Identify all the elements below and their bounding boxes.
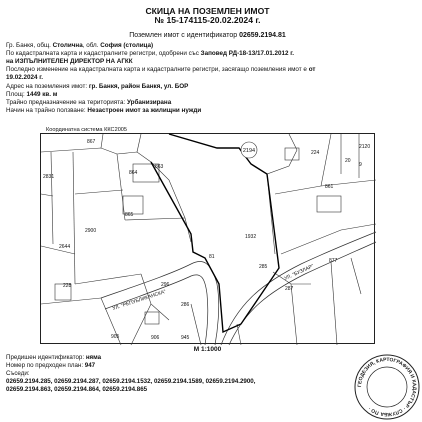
block-marker [241,142,257,158]
usage-value: Незастроен имот за жилищни нужди [87,107,202,114]
building [317,196,341,212]
order-value: Заповед РД-18-13/17.01.2012 г. [200,50,295,57]
parcel-line [51,152,53,244]
parcel-line [137,134,141,152]
parcel-label: 906 [151,335,160,341]
neighbours-label: Съседи: [6,370,30,377]
parcel-line [73,152,75,284]
plan-no-line [6,362,366,369]
official-stamp [352,352,422,422]
stamp-text: ГЕОДЕЗИЯ, КАРТОГРАФИЯ И КАДАСТЪР · СЛУЖБА ПО · [356,356,418,418]
parcel-label: 2644 [59,244,71,250]
parcel-label: 863 [155,164,164,170]
parcel-label: 20 [345,158,351,164]
parcel-line [291,284,297,345]
order-text: По кадастралната карта и кадастралните регистри, одобрени със [6,50,199,57]
parcel-label: 287 [285,286,294,292]
usage-label: Начин на трайно ползване: [6,107,86,114]
city-label: Гр. Банкя, общ. [6,42,51,49]
order-by-line [6,58,410,66]
parcel-line [281,224,376,254]
parcel-id-value: 02659.2194.81 [239,32,286,39]
parcel-id-label: Поземлен имот с идентификатор [129,32,238,39]
parcel-line [75,190,123,194]
parcel-label: 864 [129,170,138,176]
parcel-line [41,148,151,162]
plan-no-value: 947 [84,362,96,369]
parcel-label: 9 [359,162,362,168]
parcel-label: 224 [311,150,320,156]
sketch-number: № 15-174115-20.02.2024 г. [154,15,261,25]
building [145,312,159,324]
sketch-title: СКИЦА НА ПОЗЕМЛЕН ИМОТ [145,6,270,16]
parcel-line [331,262,337,345]
parcel-label: 2120 [359,144,371,150]
street-edge [229,242,376,345]
cadastral-map [40,133,375,344]
street-name-buzlar: УЛ. "БУЗЛАР" [283,263,315,282]
last-change-date-line [6,74,410,82]
area-value: 1449 кв. м [26,91,58,98]
neighbours-list [6,378,366,385]
parcel-label: 2900 [85,228,97,234]
parcel-label: 286 [181,302,190,308]
neighbours-value: 02659.2194.285, 02659.2194.287, 02659.2194.1532, 02659.2194.1589, 02659.2194.2900, [6,378,256,385]
svg-text:ГЕОДЕЗИЯ, КАРТОГРАФИЯ И КАДАСТ [357,357,417,417]
parcel-label: 228 [63,283,72,289]
parcel-label: 865 [125,212,134,218]
parcel-label: 905 [111,334,120,340]
prev-id-value: няма [85,354,102,361]
prev-id-line [6,354,366,361]
parcel-line [321,134,331,186]
neighbours-value-2: 02659.2194.863, 02659.2194.864, 02659.2194.865 [6,386,148,393]
order-line [6,50,410,58]
parcel-line [351,258,361,294]
parcel-label: 2831 [43,174,55,180]
neighbours-line [6,370,366,377]
parcel-label: 296 [161,282,170,288]
parcel-line [75,274,141,284]
parcel-label: 81 [209,254,215,260]
last-change-line [6,66,410,74]
province-label: , обл. [82,42,99,49]
last-change-from: от [308,66,316,73]
coordinate-system: Координатна система ККС2005 [46,127,128,133]
parcel-line [117,154,125,220]
parcel-line [125,218,185,220]
street-name-republikanska: УЛ. "РЕПУБЛИКАНСКА" [111,288,167,312]
parcel-label: 1932 [245,234,257,240]
neighbours-list-2 [6,386,366,393]
prev-id-label: Предишен идентификатор: [6,354,85,361]
province: София (столица) [100,42,154,49]
address-line [6,83,410,91]
purpose-value: Урбанизирана [126,99,172,106]
location-line [6,42,410,50]
parcel-line [41,194,53,196]
area-label: Площ: [6,91,25,98]
parcel-label: 945 [181,335,190,341]
purpose-label: Трайно предназначение на територията: [6,99,126,106]
purpose-line [6,99,410,107]
usage-line [6,107,410,115]
map-scale: М 1:1000 [193,346,222,353]
parcel-label: 867 [87,139,96,145]
address-value: гр. Банкя, район Банкя, ул. БОР [88,83,189,90]
parcel-line [131,304,151,345]
parcel-label: 285 [259,264,268,270]
street-edge [221,232,376,345]
parcel-id-line [0,32,415,39]
last-change-text: Последно изменение на кадастралната карта и кадастралните регистри, засягащо поземления имот е [6,66,307,73]
area-line [6,91,410,99]
plan-no-label: Номер по предходен план: [6,362,84,369]
parcel-line [191,304,201,345]
map-drawing [41,134,376,345]
last-change-date: 19.02.2024 г. [6,74,44,81]
municipality: Столична [52,42,83,49]
subject-parcel-boundary [151,134,279,332]
parcel-label: 877 [329,258,338,264]
parcel-label: 861 [325,184,334,190]
order-by: на ИЗПЪЛНИТЕЛЕН ДИРЕКТОР НА АГКК [6,58,133,65]
parcel-line [101,134,103,148]
block-number: 2194 [242,148,256,154]
address-label: Адрес на поземления имот: [6,83,88,90]
